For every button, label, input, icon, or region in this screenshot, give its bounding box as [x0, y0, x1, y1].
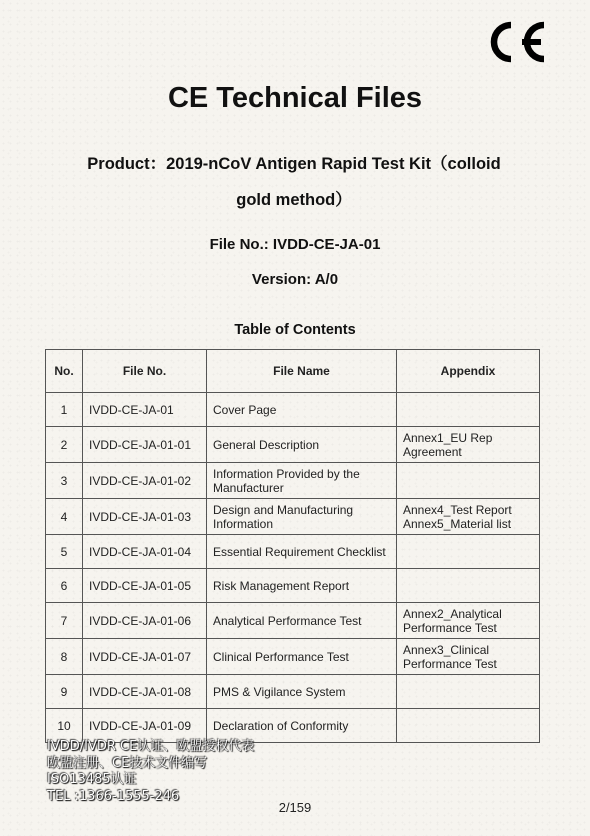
toc-cell-file-name: General Description — [207, 427, 397, 463]
toc-cell-no: 5 — [46, 535, 83, 569]
product-line-2: gold method） — [236, 191, 352, 209]
table-row — [46, 499, 540, 535]
toc-cell-appendix: Annex1_EU Rep Agreement — [397, 427, 540, 463]
file-number: File No.: IVDD-CE-JA-01 — [209, 236, 381, 253]
toc-cell-appendix: Annex3_Clinical Performance Test — [397, 639, 540, 675]
toc-table — [45, 349, 540, 743]
toc-cell-appendix — [397, 535, 540, 569]
table-row — [46, 393, 540, 427]
toc-cell-no: 1 — [46, 393, 83, 427]
toc-cell-no: 3 — [46, 463, 83, 499]
toc-cell-file-name: Declaration of Conformity — [207, 709, 397, 743]
document-title: CE Technical Files — [167, 82, 423, 114]
toc-cell-file-name: Design and Manufacturing Information — [207, 499, 397, 535]
table-row — [46, 603, 540, 639]
toc-cell-file-name: Cover Page — [207, 393, 397, 427]
toc-cell-appendix — [397, 569, 540, 603]
table-row — [46, 709, 540, 743]
toc-cell-file-no: IVDD-CE-JA-01-08 — [83, 675, 207, 709]
product-line-1: Product：2019-nCoV Antigen Rapid Test Kit（colloid — [87, 155, 501, 173]
table-row — [46, 675, 540, 709]
toc-cell-file-no: IVDD-CE-JA-01-04 — [83, 535, 207, 569]
toc-header-row — [46, 350, 540, 393]
toc-cell-no: 8 — [46, 639, 83, 675]
table-row — [46, 569, 540, 603]
toc-cell-file-name: Clinical Performance Test — [207, 639, 397, 675]
toc-cell-no: 4 — [46, 499, 83, 535]
toc-cell-no: 10 — [46, 709, 83, 743]
toc-cell-appendix — [397, 709, 540, 743]
table-row — [46, 639, 540, 675]
toc-cell-file-no: IVDD-CE-JA-01-05 — [83, 569, 207, 603]
toc-cell-file-no: IVDD-CE-JA-01-01 — [83, 427, 207, 463]
table-row — [46, 535, 540, 569]
watermark-line-3: ISO13485认证 — [47, 772, 137, 787]
watermark-line-1: IVDD/IVDR CE认证、欧盟授权代表 — [47, 739, 255, 754]
toc-cell-appendix — [397, 393, 540, 427]
watermark-line-2: 欧盟注册、CE技术文件编写 — [47, 755, 208, 771]
toc-cell-no: 9 — [46, 675, 83, 709]
toc-cell-appendix — [397, 675, 540, 709]
toc-cell-no: 6 — [46, 569, 83, 603]
toc-cell-file-no: IVDD-CE-JA-01-07 — [83, 639, 207, 675]
toc-cell-appendix: Annex4_Test Report Annex5_Material list — [397, 499, 540, 535]
toc-cell-file-no: IVDD-CE-JA-01-02 — [83, 463, 207, 499]
toc-header-file-name: File Name — [207, 350, 397, 393]
toc-header-appendix: Appendix — [397, 350, 540, 393]
toc-cell-file-name: Essential Requirement Checklist — [207, 535, 397, 569]
toc-cell-appendix — [397, 463, 540, 499]
table-row — [46, 463, 540, 499]
toc-cell-file-no: IVDD-CE-JA-01 — [83, 393, 207, 427]
toc-body — [46, 393, 540, 743]
toc-cell-file-no: IVDD-CE-JA-01-03 — [83, 499, 207, 535]
watermark-line-4: TEL :1366-1555-246 — [47, 788, 180, 804]
page-number: 2/159 — [278, 800, 312, 815]
toc-title: Table of Contents — [234, 322, 356, 338]
toc-header-file-no: File No. — [83, 350, 207, 393]
toc-cell-file-name: PMS & Vigilance System — [207, 675, 397, 709]
toc-cell-file-name: Analytical Performance Test — [207, 603, 397, 639]
table-row — [46, 427, 540, 463]
watermark — [47, 739, 254, 805]
toc-cell-no: 7 — [46, 603, 83, 639]
toc-cell-appendix: Annex2_Analytical Performance Test — [397, 603, 540, 639]
toc-cell-file-no: IVDD-CE-JA-01-06 — [83, 603, 207, 639]
toc-cell-file-name: Risk Management Report — [207, 569, 397, 603]
toc-cell-file-name: Information Provided by the Manufacturer — [207, 463, 397, 499]
ce-mark-icon — [484, 18, 550, 66]
toc-header-no: No. — [46, 350, 83, 393]
version: Version: A/0 — [251, 271, 339, 288]
toc-cell-file-no: IVDD-CE-JA-01-09 — [83, 709, 207, 743]
product-name — [64, 146, 524, 218]
toc-cell-no: 2 — [46, 427, 83, 463]
